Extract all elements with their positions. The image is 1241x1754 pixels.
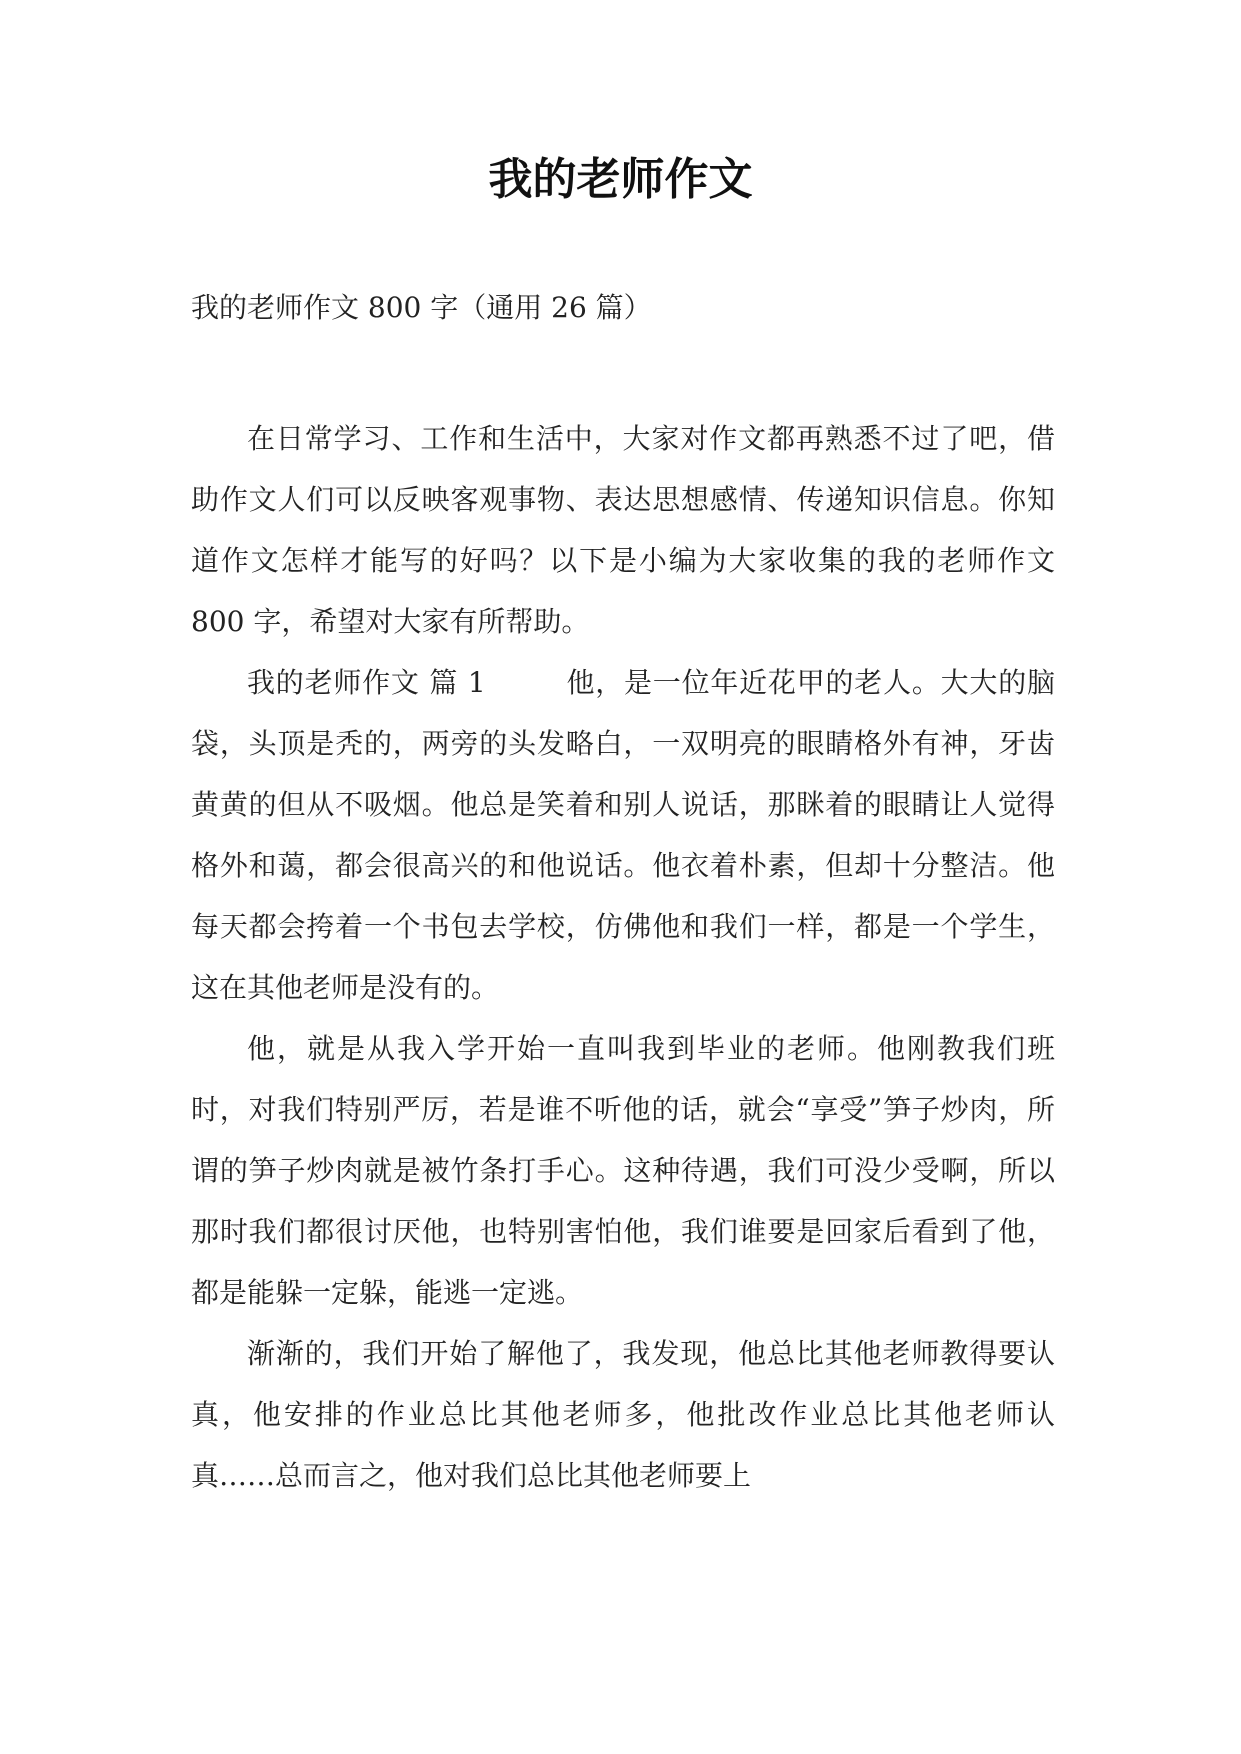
paragraph-3: 渐渐的，我们开始了解他了，我发现，他总比其他老师教得要认真，他安排的作业总比其他老师多，他批改作业总比其他老师认真……总而言之，他对我们总比其他老师要上 [191,1337,1055,1492]
document-body [191,408,1055,1506]
intro-paragraph: 在日常学习、工作和生活中，大家对作文都再熟悉不过了吧，借助作文人们可以反映客观事物、表达思想感情、传递知识信息。你知道作文怎样才能写的好吗？以下是小编为大家收集的我的老师作文 800 字，希望对大家有所帮助。 [191,422,1055,638]
section-1-text: 他，是一位年近花甲的老人。大大的脑袋，头顶是秃的，两旁的头发略白，一双明亮的眼睛格外有神，牙齿黄黄的但从不吸烟。他总是笑着和别人说话，那眯着的眼睛让人觉得格外和蔼，都会很高兴的和他说话。他衣着朴素，但却十分整洁。他每天都会挎着一个书包去学校，仿佛他和我们一样，都是一个学生，这在其他老师是没有的。 [191,666,1055,1004]
section-1-paragraph [191,652,1055,1018]
section-1-heading: 我的老师作文 篇 1 [247,666,486,699]
document-subtitle: 我的老师作文 800 字（通用 26 篇） [191,291,652,324]
document-title: 我的老师作文 [488,154,753,205]
paragraph-2: 他，就是从我入学开始一直叫我到毕业的老师。他刚教我们班时，对我们特别严厉，若是谁不听他的话，就会“享受”笋子炒肉，所谓的笋子炒肉就是被竹条打手心。这种待遇，我们可没少受啊，所以那时我们都很讨厌他，也特别害怕他，我们谁要是回家后看到了他，都是能躲一定躲，能逃一定逃。 [191,1032,1055,1309]
